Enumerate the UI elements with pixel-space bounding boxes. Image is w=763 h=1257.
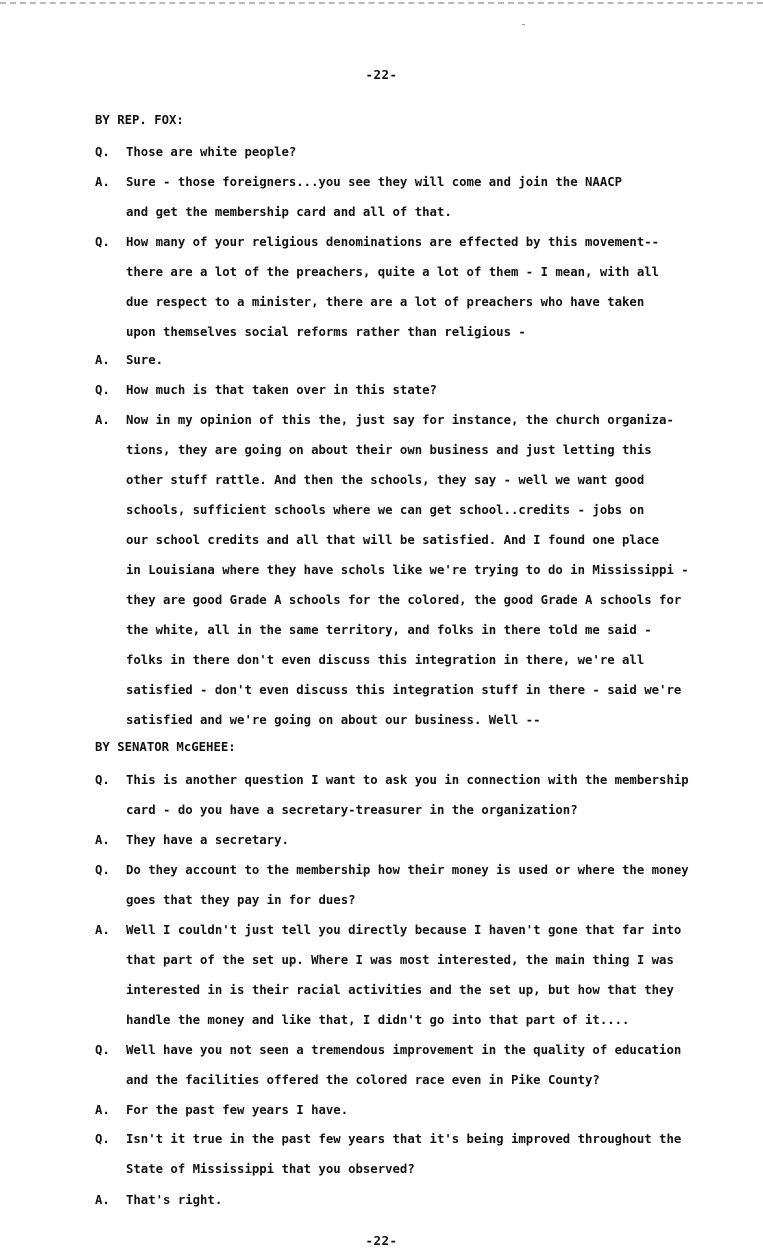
qa-text: That's right. xyxy=(126,1193,223,1207)
page-number-bottom: -22- xyxy=(365,1233,398,1248)
qa-text: How many of your religious denominations are effected by this movement-- there are a lot of the preachers, quite a lot of them - I mean, with all due respect to a minister, there are a lot of preachers who have taken upon themselves social reforms rather than religious - xyxy=(126,235,660,339)
qa-text: Sure. xyxy=(126,353,164,367)
qa-label: Q. xyxy=(95,863,110,877)
qa-entry xyxy=(95,345,720,375)
qa-entry xyxy=(95,405,720,735)
scan-speck xyxy=(522,24,525,25)
qa-entry xyxy=(95,825,720,855)
top-dashed-border xyxy=(0,2,763,4)
qa-label: Q. xyxy=(95,1132,110,1146)
qa-entry xyxy=(95,765,720,825)
qa-label: A. xyxy=(95,923,110,937)
qa-text: Now in my opinion of this the, just say for instance, the church organiza- tions, they are going on about their own business and just letting this other stuff rattle. And then the schools, they say - well we want good schools, sufficient schools where we can get school..credits - jobs on our school credits and all that will be satisfied. And I found one place in Louisiana where they have schols like we're trying to do in Mississippi - they are good Grade A schools for the colored, the good Grade A schools for the white, all in the same territory, and folks in there told me said - folks in there don't even discuss this integration in there, we're all satisfied - don't even discuss this integration stuff in there - said we're satisfied and we're going on about our business. Well -- xyxy=(126,413,689,727)
qa-label: Q. xyxy=(95,235,110,249)
qa-text: Well have you not seen a tremendous improvement in the quality of education and the facilities offered the colored race even in Pike County? xyxy=(126,1043,682,1087)
page-number-top: -22- xyxy=(365,67,398,82)
qa-entry xyxy=(95,137,720,167)
qa-entry xyxy=(95,227,720,347)
qa-label: A. xyxy=(95,833,110,847)
section-heading-rep-fox: BY REP. FOX: xyxy=(95,113,184,127)
qa-entry xyxy=(95,855,720,915)
qa-text: Those are white people? xyxy=(126,145,297,159)
qa-entry xyxy=(95,915,720,1035)
qa-label: Q. xyxy=(95,145,110,159)
qa-label: Q. xyxy=(95,383,110,397)
qa-text: Isn't it true in the past few years that it's being improved throughout the State of Mississippi that you observed? xyxy=(126,1132,682,1176)
qa-text: For the past few years I have. xyxy=(126,1103,349,1117)
qa-text: Sure - those foreigners...you see they will come and join the NAACP and get the membership card and all of that. xyxy=(126,175,623,219)
qa-text: This is another question I want to ask you in connection with the membership card - do you have a secretary-treasurer in the organization? xyxy=(126,773,689,817)
qa-label: Q. xyxy=(95,1043,110,1057)
qa-entry xyxy=(95,1185,720,1215)
qa-label: A. xyxy=(95,1103,110,1117)
qa-label: A. xyxy=(95,353,110,367)
qa-entry xyxy=(95,1124,720,1184)
qa-label: A. xyxy=(95,413,110,427)
qa-label: A. xyxy=(95,1193,110,1207)
section-heading-senator-mcgehee: BY SENATOR McGEHEE: xyxy=(95,740,236,754)
qa-text: How much is that taken over in this state? xyxy=(126,383,437,397)
qa-entry xyxy=(95,167,720,227)
qa-label: Q. xyxy=(95,773,110,787)
qa-label: A. xyxy=(95,175,110,189)
qa-text: Well I couldn't just tell you directly because I haven't gone that far into that part of the set up. Where I was most interested, the main thing I was interested in is their racial activities and the set up, but how that they handle the money and like that, I didn't go into that part of it.... xyxy=(126,923,682,1027)
qa-entry xyxy=(95,375,720,405)
qa-text: They have a secretary. xyxy=(126,833,289,847)
qa-text: Do they account to the membership how their money is used or where the money goes that they pay in for dues? xyxy=(126,863,689,907)
qa-entry xyxy=(95,1035,720,1095)
qa-entry xyxy=(95,1095,720,1125)
